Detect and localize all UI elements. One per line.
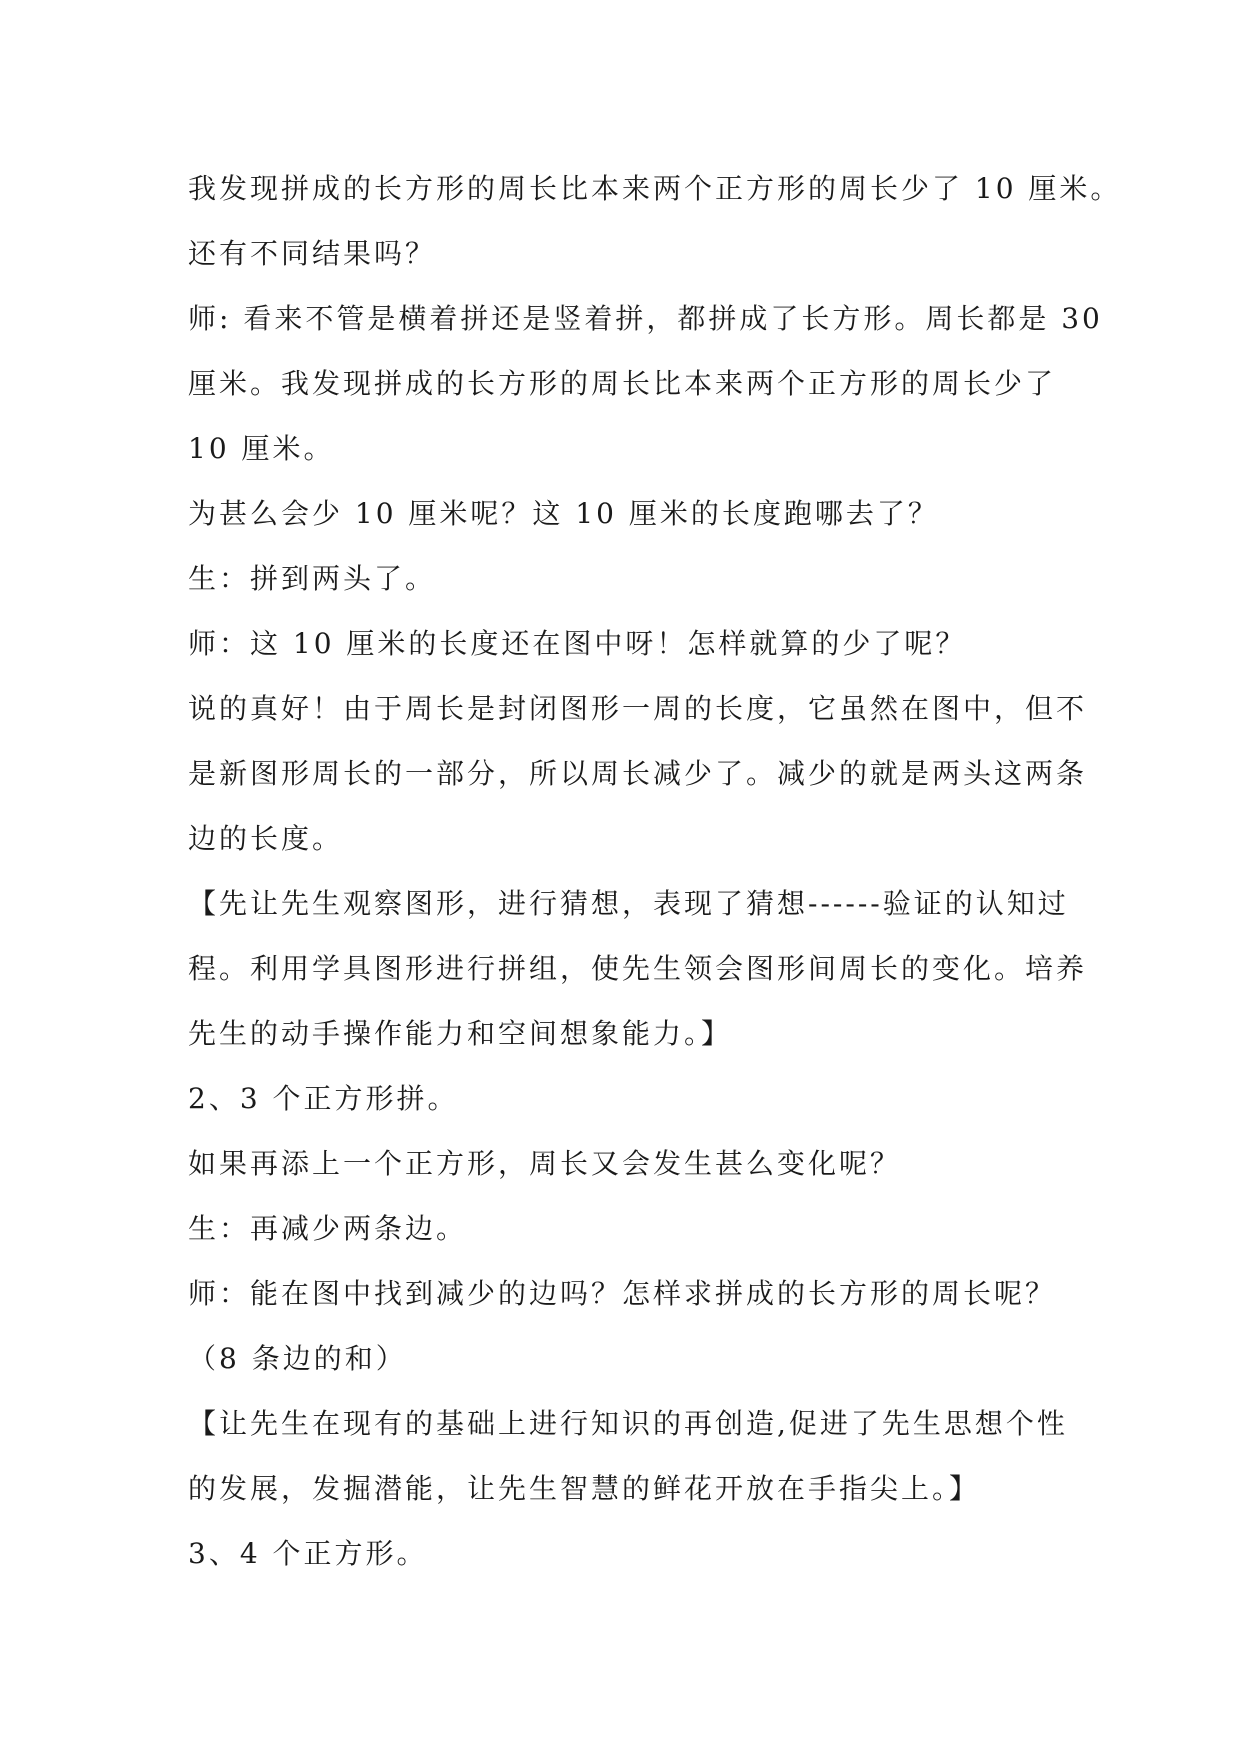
text-line: 边的长度。 (188, 822, 344, 855)
text-line: （8 条边的和） (188, 1342, 407, 1375)
document-body (188, 156, 1122, 1586)
text-line: 是新图形周长的一部分，所以周长减少了。减少的就是两头这两条 (188, 757, 1088, 790)
text-line: 厘米。我发现拼成的长方形的周长比本来两个正方形的周长少了 (188, 367, 1057, 400)
text-line: 还有不同结果吗？ (188, 237, 437, 270)
text-line: 师: 看来不管是横着拼还是竖着拼，都拼成了长方形。周长都是 30 (188, 302, 1103, 335)
text-line: 2、3 个正方形拼。 (188, 1082, 459, 1115)
text-line: 为甚么会少 10 厘米呢？这 10 厘米的长度跑哪去了？ (188, 497, 939, 530)
text-line: 【先让先生观察图形，进行猜想，表现了猜想------验证的认知过 (188, 887, 1069, 920)
text-line: 说的真好！由于周长是封闭图形一周的长度，它虽然在图中，但不 (188, 692, 1088, 725)
text-line: 师：能在图中找到减少的边吗？怎样求拼成的长方形的周长呢？ (188, 1277, 1057, 1310)
text-line: 程。利用学具图形进行拼组，使先生领会图形间周长的变化。培养 (188, 952, 1088, 985)
text-line: 生：再减少两条边。 (188, 1212, 468, 1245)
text-line: 师：这 10 厘米的长度还在图中呀！怎样就算的少了呢？ (188, 627, 967, 660)
text-line: 3、4 个正方形。 (188, 1537, 428, 1570)
text-line: 如果再添上一个正方形，周长又会发生甚么变化呢？ (188, 1147, 902, 1180)
text-line: 的发展，发掘潜能，让先生智慧的鲜花开放在手指尖上。】 (188, 1472, 981, 1505)
text-line: 10 厘米。 (188, 432, 335, 465)
text-line: 【让先生在现有的基础上进行知识的再创造,促进了先生思想个性 (188, 1407, 1068, 1440)
text-line: 我发现拼成的长方形的周长比本来两个正方形的周长少了 10 厘米。 (188, 172, 1122, 205)
text-line: 先生的动手操作能力和空间想象能力。】 (188, 1017, 733, 1050)
text-line: 生：拼到两头了。 (188, 562, 437, 595)
